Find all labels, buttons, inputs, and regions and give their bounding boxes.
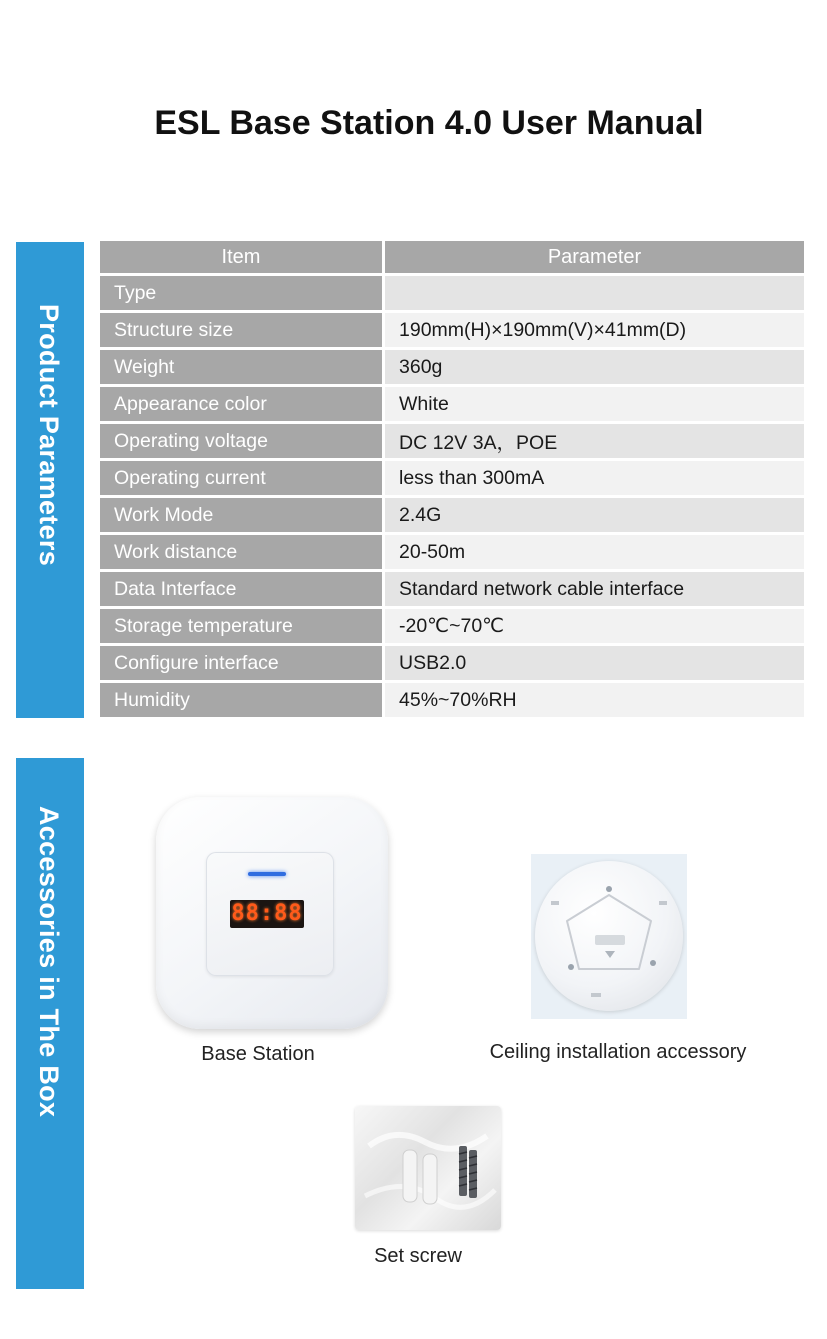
table-row xyxy=(100,461,804,498)
row-item: Humidity xyxy=(100,683,385,720)
led-display: 88:88 xyxy=(231,901,303,926)
table-row xyxy=(100,276,804,313)
table-row xyxy=(100,387,804,424)
row-item: Weight xyxy=(100,350,385,387)
ceiling-accessory-caption: Ceiling installation accessory xyxy=(489,1041,747,1063)
screw-bag-contents-icon xyxy=(355,1106,501,1230)
row-value: 45%~70%RH xyxy=(385,683,804,720)
row-item: Data Interface xyxy=(100,572,385,609)
table-row xyxy=(100,498,804,535)
table-row xyxy=(100,424,804,461)
table-row xyxy=(100,683,804,720)
ceiling-mount-detail-icon xyxy=(535,861,683,1011)
accessories-section-tab xyxy=(16,758,84,1289)
table-header-row xyxy=(100,241,804,276)
base-station-caption: Base Station xyxy=(201,1043,315,1065)
row-value: DC 12V 3A，POE xyxy=(385,424,804,461)
header-item: Item xyxy=(100,241,385,276)
header-parameter: Parameter xyxy=(385,241,804,276)
section-label-accessories: Accessories in The Box xyxy=(34,806,64,1118)
ceiling-mount-disc xyxy=(535,861,683,1011)
row-item: Operating voltage xyxy=(100,424,385,461)
table-row xyxy=(100,535,804,572)
row-item: Work distance xyxy=(100,535,385,572)
table-row xyxy=(100,646,804,683)
row-value: 20-50m xyxy=(385,535,804,572)
ceiling-accessory-image xyxy=(531,854,687,1019)
parameters-table xyxy=(100,241,804,720)
table-row xyxy=(100,350,804,387)
status-led xyxy=(248,872,286,876)
page-title: ESL Base Station 4.0 User Manual xyxy=(154,104,704,142)
row-value: USB2.0 xyxy=(385,646,804,683)
section-label-parameters: Product Parameters xyxy=(34,304,64,567)
row-value: less than 300mA xyxy=(385,461,804,498)
row-item: Storage temperature xyxy=(100,609,385,646)
row-value: 360g xyxy=(385,350,804,387)
row-value: 2.4G xyxy=(385,498,804,535)
row-item: Type xyxy=(100,276,385,313)
row-item: Structure size xyxy=(100,313,385,350)
row-value: -20℃~70℃ xyxy=(385,609,804,646)
table-row xyxy=(100,572,804,609)
row-item: Work Mode xyxy=(100,498,385,535)
base-station-image xyxy=(156,797,388,1029)
row-value xyxy=(385,276,804,313)
table-row xyxy=(100,609,804,646)
row-value: White xyxy=(385,387,804,424)
row-item: Appearance color xyxy=(100,387,385,424)
screw-caption: Set screw xyxy=(374,1245,462,1267)
row-item: Configure interface xyxy=(100,646,385,683)
screw-bag-image xyxy=(355,1106,501,1230)
product-parameters-section-tab xyxy=(16,242,84,718)
row-value: 190mm(H)×190mm(V)×41mm(D) xyxy=(385,313,804,350)
base-station-front-panel xyxy=(206,852,334,976)
table-row xyxy=(100,313,804,350)
row-item: Operating current xyxy=(100,461,385,498)
row-value: Standard network cable interface xyxy=(385,572,804,609)
